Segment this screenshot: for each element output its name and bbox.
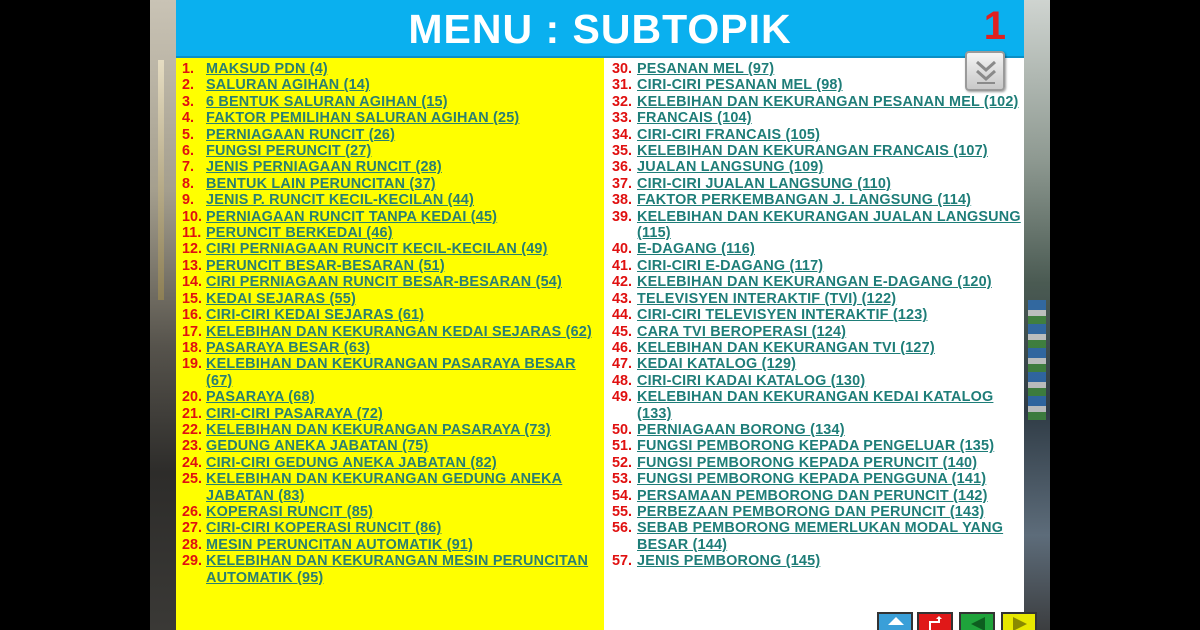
subtopic-number: 27. xyxy=(182,520,203,537)
subtopic-link[interactable]: SALURAN AGIHAN (14) xyxy=(206,77,370,94)
subtopic-number: 21. xyxy=(182,405,203,422)
subtopic-link[interactable]: KELEBIHAN DAN KEKURANGAN TVI (127) xyxy=(637,339,935,356)
return-button[interactable] xyxy=(917,612,953,630)
title-bar xyxy=(176,0,1024,58)
subtopic-link[interactable]: FAKTOR PERKEMBANGAN J. LANGSUNG (114) xyxy=(637,192,972,209)
page-title: MENU : SUBTOPIK xyxy=(408,6,792,52)
background-photo-left xyxy=(150,0,176,630)
subtopic-link[interactable]: CIRI PERNIAGAAN RUNCIT BESAR-BESARAN (54) xyxy=(206,274,562,291)
subtopic-link[interactable]: CIRI-CIRI GEDUNG ANEKA JABATAN (82) xyxy=(206,454,497,471)
subtopic-number: 16. xyxy=(182,307,203,324)
subtopic-item xyxy=(612,504,1022,520)
subtopic-item xyxy=(182,176,602,192)
subtopic-link[interactable]: MESIN PERUNCITAN AUTOMATIK (91) xyxy=(206,536,474,553)
subtopic-item xyxy=(612,77,1022,93)
subtopic-number: 26. xyxy=(182,503,203,520)
subtopic-number: 31. xyxy=(612,77,633,94)
subtopic-link[interactable]: CIRI PERNIAGAAN RUNCIT KECIL-KECILAN (49) xyxy=(206,241,548,258)
subtopic-item xyxy=(612,324,1022,340)
subtopic-link[interactable]: SEBAB PEMBORONG MEMERLUKAN MODAL YANG BESAR (144) xyxy=(637,520,1004,553)
home-icon xyxy=(887,616,905,630)
subtopic-item xyxy=(612,291,1022,307)
subtopic-link[interactable]: CIRI-CIRI PESANAN MEL (98) xyxy=(637,77,843,94)
subtopic-link[interactable]: CIRI-CIRI PASARAYA (72) xyxy=(206,405,384,422)
subtopic-number: 1. xyxy=(182,61,195,77)
subtopic-link[interactable]: KELEBIHAN DAN KEKURANGAN KEDAI KATALOG (133) xyxy=(637,389,994,422)
subtopic-number: 8. xyxy=(182,175,195,192)
home-button[interactable] xyxy=(877,612,913,630)
subtopic-list-left xyxy=(182,61,602,586)
subtopic-number: 20. xyxy=(182,389,203,406)
subtopic-item xyxy=(182,159,602,175)
subtopic-link[interactable]: KELEBIHAN DAN KEKURANGAN PESANAN MEL (102) xyxy=(637,93,1019,110)
subtopic-number: 41. xyxy=(612,257,633,274)
left-backdrop xyxy=(0,0,150,630)
subtopic-number: 4. xyxy=(182,110,195,127)
subtopic-number: 18. xyxy=(182,339,203,356)
subtopic-item xyxy=(612,61,1022,77)
subtopic-item xyxy=(612,159,1022,175)
subtopic-link[interactable]: MAKSUD PDN (4) xyxy=(206,61,328,77)
subtopic-link[interactable]: CIRI-CIRI KEDAI SEJARAS (61) xyxy=(206,307,425,324)
subtopic-number: 49. xyxy=(612,389,633,406)
subtopic-item xyxy=(182,455,602,471)
subtopic-link[interactable]: E-DAGANG (116) xyxy=(637,241,755,258)
subtopic-number: 56. xyxy=(612,520,633,537)
subtopic-link[interactable]: KELEBIHAN DAN KEKURANGAN E-DAGANG (120) xyxy=(637,274,992,291)
subtopic-link[interactable]: PASARAYA (68) xyxy=(206,389,315,406)
subtopic-link[interactable]: PERNIAGAAN RUNCIT (26) xyxy=(206,126,396,143)
subtopic-number: 39. xyxy=(612,208,633,225)
subtopic-number: 33. xyxy=(612,110,633,127)
subtopic-item xyxy=(612,241,1022,257)
subtopic-link[interactable]: FUNGSI PERUNCIT (27) xyxy=(206,143,372,160)
subtopic-number: 10. xyxy=(182,208,203,225)
subtopic-number: 43. xyxy=(612,290,633,307)
subtopic-number: 7. xyxy=(182,159,195,176)
subtopic-link[interactable]: JENIS PERNIAGAAN RUNCIT (28) xyxy=(206,159,442,176)
subtopic-number: 28. xyxy=(182,536,203,553)
subtopic-link[interactable]: CIRI-CIRI TELEVISYEN INTERAKTIF (123) xyxy=(637,307,928,324)
subtopic-number: 53. xyxy=(612,471,633,488)
subtopic-number: 38. xyxy=(612,192,633,209)
subtopic-number: 35. xyxy=(612,143,633,160)
subtopic-item xyxy=(612,127,1022,143)
subtopic-item xyxy=(182,307,602,323)
subtopic-link[interactable]: 6 BENTUK SALURAN AGIHAN (15) xyxy=(206,93,448,110)
subtopic-link[interactable]: FUNGSI PEMBORONG KEPADA PENGGUNA (141) xyxy=(637,471,987,488)
subtopic-link[interactable]: PERUNCIT BERKEDAI (46) xyxy=(206,225,393,242)
subtopic-item xyxy=(612,176,1022,192)
subtopic-link[interactable]: CIRI-CIRI FRANCAIS (105) xyxy=(637,126,821,143)
subtopic-item xyxy=(612,488,1022,504)
subtopic-link[interactable]: PERSAMAAN PEMBORONG DAN PERUNCIT (142) xyxy=(637,487,988,504)
subtopic-link[interactable]: JENIS PEMBORONG (145) xyxy=(637,553,821,570)
subtopic-item xyxy=(182,61,602,77)
subtopic-item xyxy=(612,274,1022,290)
subtopic-link[interactable]: GEDUNG ANEKA JABATAN (75) xyxy=(206,438,429,455)
subtopic-link[interactable]: FUNGSI PEMBORONG KEPADA PENGELUAR (135) xyxy=(637,438,995,455)
subtopic-link[interactable]: PESANAN MEL (97) xyxy=(637,61,775,77)
subtopic-link[interactable]: KEDAI KATALOG (129) xyxy=(637,356,797,373)
subtopic-number: 19. xyxy=(182,356,203,373)
subtopic-number: 36. xyxy=(612,159,633,176)
subtopic-item xyxy=(182,77,602,93)
subtopic-link[interactable]: PERNIAGAAN RUNCIT TANPA KEDAI (45) xyxy=(206,208,498,225)
subtopic-number: 42. xyxy=(612,274,633,291)
subtopic-link[interactable]: FRANCAIS (104) xyxy=(637,110,752,127)
subtopic-item xyxy=(182,209,602,225)
subtopic-number: 12. xyxy=(182,241,203,258)
subtopic-item xyxy=(182,258,602,274)
subtopic-number: 29. xyxy=(182,553,203,570)
subtopic-link[interactable]: PERBEZAAN PEMBORONG DAN PERUNCIT (143) xyxy=(637,503,985,520)
subtopic-item xyxy=(612,373,1022,389)
subtopic-item xyxy=(182,422,602,438)
subtopic-link[interactable]: CIRI-CIRI JUALAN LANGSUNG (110) xyxy=(637,175,892,192)
subtopic-number: 34. xyxy=(612,126,633,143)
subtopic-item xyxy=(612,94,1022,110)
subtopic-item xyxy=(182,438,602,454)
subtopic-link[interactable]: PERUNCIT BESAR-BESARAN (51) xyxy=(206,257,445,274)
subtopic-number: 47. xyxy=(612,356,633,373)
subtopic-item xyxy=(182,110,602,126)
subtopic-number: 44. xyxy=(612,307,633,324)
subtopic-number: 6. xyxy=(182,143,195,160)
subtopic-item xyxy=(182,537,602,553)
triangle-right-icon xyxy=(1011,616,1029,630)
subtopic-link[interactable]: KELEBIHAN DAN KEKURANGAN JUALAN LANGSUNG (115) xyxy=(637,208,1021,242)
subtopic-item xyxy=(182,324,602,340)
subtopic-number: 40. xyxy=(612,241,633,258)
subtopic-item xyxy=(182,143,602,159)
subtopic-item xyxy=(182,291,602,307)
subtopic-number: 54. xyxy=(612,487,633,504)
subtopic-number: 52. xyxy=(612,454,633,471)
subtopic-number: 32. xyxy=(612,93,633,110)
subtopic-link[interactable]: KOPERASI RUNCIT (85) xyxy=(206,503,374,520)
subtopic-item xyxy=(182,340,602,356)
subtopic-link[interactable]: CIRI-CIRI KOPERASI RUNCIT (86) xyxy=(206,520,442,537)
subtopic-item xyxy=(612,471,1022,487)
subtopic-link[interactable]: FAKTOR PEMILIHAN SALURAN AGIHAN (25) xyxy=(206,110,520,127)
subtopic-item xyxy=(182,520,602,536)
subtopic-item xyxy=(182,389,602,405)
subtopic-number: 5. xyxy=(182,126,195,143)
subtopic-number: 11. xyxy=(182,225,202,242)
subtopic-link[interactable]: KELEBIHAN DAN KEKURANGAN GEDUNG ANEKA JABATAN (83) xyxy=(206,471,563,504)
subtopic-item xyxy=(612,438,1022,454)
previous-button[interactable] xyxy=(959,612,995,630)
subtopic-item xyxy=(612,307,1022,323)
background-photo-right xyxy=(1024,0,1050,630)
subtopic-number: 37. xyxy=(612,175,633,192)
subtopic-item xyxy=(612,209,1022,242)
subtopic-item xyxy=(182,504,602,520)
subtopic-link[interactable]: KELEBIHAN DAN KEKURANGAN KEDAI SEJARAS (62) xyxy=(206,323,592,340)
next-button[interactable] xyxy=(1001,612,1037,630)
subtopic-link[interactable]: BENTUK LAIN PERUNCITAN (37) xyxy=(206,175,436,192)
subtopic-item xyxy=(182,406,602,422)
subtopic-item xyxy=(612,422,1022,438)
subtopic-number: 17. xyxy=(182,323,203,340)
subtopic-number: 30. xyxy=(612,61,633,77)
subtopic-number: 15. xyxy=(182,290,203,307)
subtopic-item xyxy=(182,127,602,143)
subtopic-number: 25. xyxy=(182,471,203,488)
subtopic-list-right xyxy=(612,61,1022,570)
subtopic-item xyxy=(612,110,1022,126)
subtopic-link[interactable]: PASARAYA BESAR (63) xyxy=(206,339,371,356)
subtopic-number: 22. xyxy=(182,421,203,438)
subtopic-number: 13. xyxy=(182,257,203,274)
subtopic-item xyxy=(612,192,1022,208)
subtopic-item xyxy=(612,520,1022,553)
subtopic-number: 46. xyxy=(612,339,633,356)
subtopic-number: 50. xyxy=(612,421,633,438)
subtopic-link[interactable]: KELEBIHAN DAN KEKURANGAN MESIN PERUNCITAN AUTOMATIK (95) xyxy=(206,553,589,586)
subtopic-number: 51. xyxy=(612,438,633,455)
subtopic-item xyxy=(182,192,602,208)
subtopic-number: 48. xyxy=(612,372,633,389)
subtopic-item xyxy=(182,356,602,389)
subtopic-item xyxy=(612,553,1022,569)
subtopic-number: 45. xyxy=(612,323,633,340)
subtopic-item xyxy=(182,241,602,257)
subtopic-link[interactable]: TELEVISYEN INTERAKTIF (TVI) (122) xyxy=(637,290,897,307)
subtopic-link[interactable]: PERNIAGAAN BORONG (134) xyxy=(637,421,845,438)
subtopic-item xyxy=(612,258,1022,274)
subtopic-number: 14. xyxy=(182,274,203,291)
subtopic-number: 23. xyxy=(182,438,203,455)
subtopic-number: 9. xyxy=(182,192,195,209)
subtopic-item xyxy=(182,94,602,110)
subtopic-item xyxy=(182,471,602,504)
subtopic-link[interactable]: KEDAI SEJARAS (55) xyxy=(206,290,356,307)
subtopic-item xyxy=(182,225,602,241)
subtopic-link[interactable]: KELEBIHAN DAN KEKURANGAN FRANCAIS (107) xyxy=(637,143,988,160)
subtopic-item xyxy=(182,274,602,290)
subtopic-link[interactable]: CIRI-CIRI E-DAGANG (117) xyxy=(637,257,824,274)
subtopic-number: 24. xyxy=(182,454,203,471)
return-icon xyxy=(927,616,945,630)
subtopic-item xyxy=(612,389,1022,422)
subtopic-link[interactable]: JUALAN LANGSUNG (109) xyxy=(637,159,824,176)
subtopic-number: 3. xyxy=(182,93,195,110)
subtopic-link[interactable]: FUNGSI PEMBORONG KEPADA PERUNCIT (140) xyxy=(637,454,978,471)
subtopic-item xyxy=(182,553,602,586)
subtopic-item xyxy=(612,143,1022,159)
subtopic-link[interactable]: CARA TVI BEROPERASI (124) xyxy=(637,323,847,340)
subtopic-item xyxy=(612,455,1022,471)
page-number: 1 xyxy=(983,4,1006,48)
subtopic-item xyxy=(612,356,1022,372)
subtopic-number: 57. xyxy=(612,553,633,570)
subtopic-link[interactable]: CIRI-CIRI KADAI KATALOG (130) xyxy=(637,372,866,389)
subtopic-item xyxy=(612,340,1022,356)
triangle-left-icon xyxy=(969,616,987,630)
subtopic-number: 2. xyxy=(182,77,195,94)
subtopic-link[interactable]: JENIS P. RUNCIT KECIL-KECILAN (44) xyxy=(206,192,474,209)
subtopic-link[interactable]: KELEBIHAN DAN KEKURANGAN PASARAYA BESAR (67) xyxy=(206,356,576,389)
subtopic-number: 55. xyxy=(612,503,633,520)
right-backdrop xyxy=(1050,0,1200,630)
subtopic-link[interactable]: KELEBIHAN DAN KEKURANGAN PASARAYA (73) xyxy=(206,421,551,438)
